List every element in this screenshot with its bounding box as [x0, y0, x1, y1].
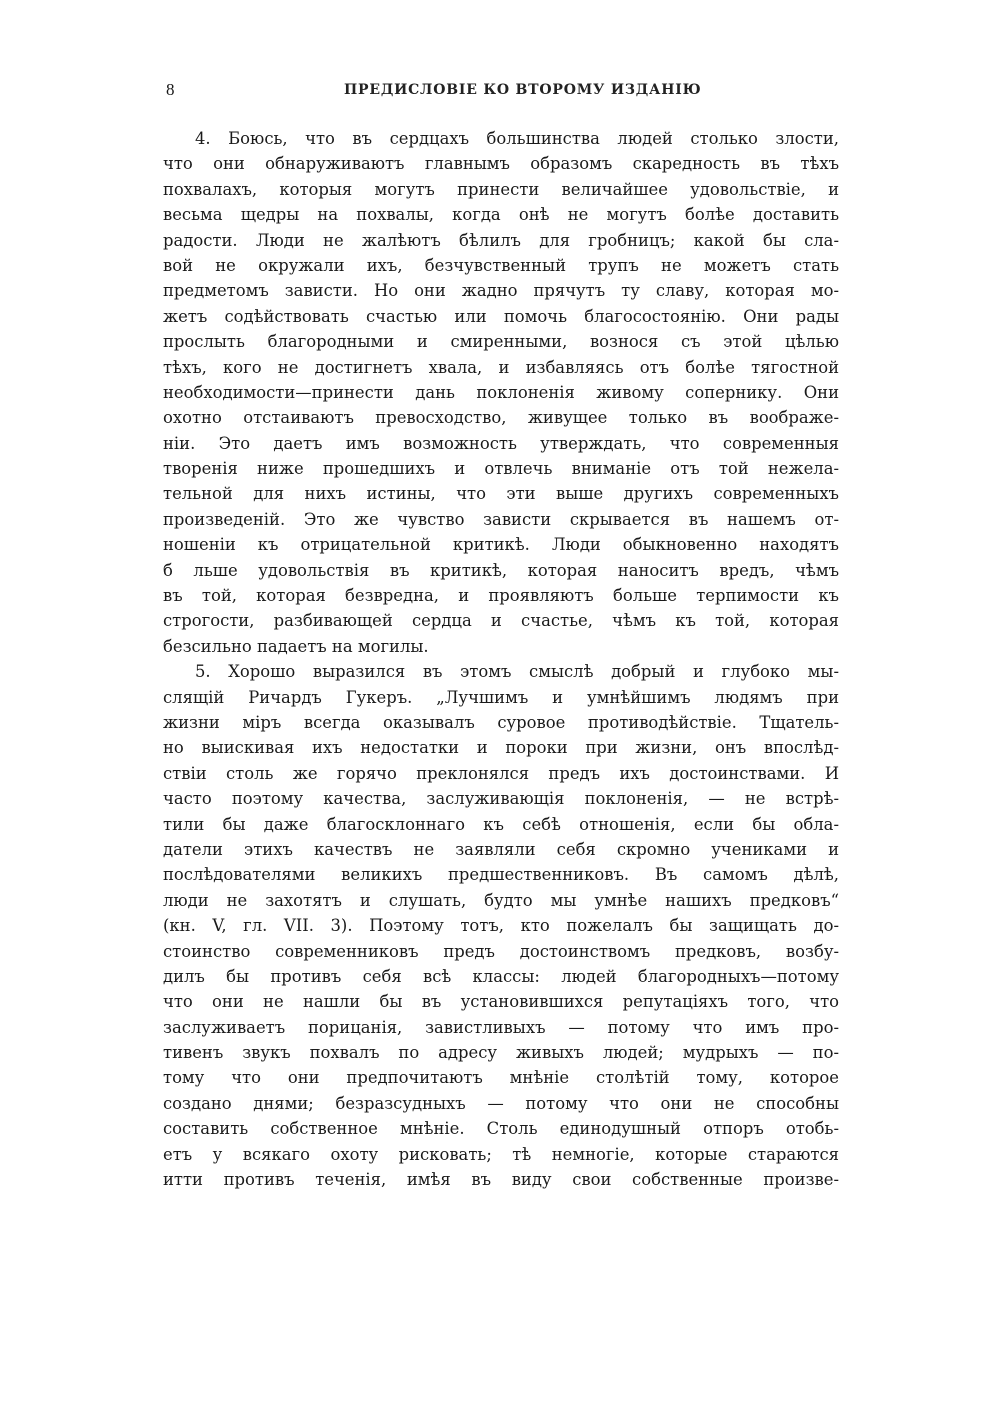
- text-line: ношеніи къ отрицательной критикѣ. Люди обыкновенно находятъ: [163, 535, 839, 555]
- text-line: необходимости—принести дань поклоненія живому сопернику. Они: [163, 382, 839, 402]
- text-line: въ той, которая безвредна, и проявляютъ больше терпимости къ: [163, 586, 839, 606]
- text-line: жизни міръ всегда оказывалъ суровое противодѣйствіе. Тщатель-: [163, 712, 839, 732]
- text-line: ніи. Это даетъ имъ возможность утверждать, что современныя: [163, 433, 839, 453]
- text-line: охотно отстаиваютъ превосходство, живущее только въ воображе-: [163, 408, 839, 428]
- text-line: жетъ содѣйствовать счастью или помочь благосостоянію. Они рады: [163, 306, 839, 326]
- text-line: весьма щедры на похвалы, когда онѣ не могутъ болѣе доставить: [163, 205, 839, 225]
- text-line: (кн. V, гл. VII. 3). Поэтому тотъ, кто пожелалъ бы защищать до-: [163, 916, 839, 936]
- running-title: ПРЕДИСЛОВІЕ КО ВТОРОМУ ИЗДАНІЮ: [344, 82, 702, 98]
- text-line: но выискивая ихъ недостатки и пороки при жизни, онъ впослѣд-: [163, 738, 839, 758]
- text-line: составить собственное мнѣніе. Столь единодушный отпоръ отобь-: [163, 1119, 839, 1139]
- text-line: часто поэтому качества, заслуживающія поклоненія, — не встрѣ-: [163, 789, 839, 809]
- text-line: произведеній. Это же чувство зависти скрывается въ нашемъ от-: [163, 509, 839, 529]
- text-line: радости. Люди не жалѣютъ бѣлилъ для гробницъ; какой бы сла-: [163, 230, 839, 250]
- text-line: дилъ бы противъ себя всѣ классы: людей благородныхъ—потому: [163, 966, 839, 986]
- text-line: тѣхъ, кого не достигнетъ хвала, и избавляясь отъ болѣе тягостной: [163, 357, 839, 377]
- text-line: слящій Ричардъ Гукеръ. „Лучшимъ и умнѣйшимъ людямъ при: [163, 687, 839, 707]
- text-line: создано днями; безразсудныхъ — потому что они не способны: [163, 1093, 839, 1113]
- text-line: безсильно падаетъ на могилы.: [163, 636, 429, 656]
- text-line: люди не захотятъ и слушать, будто мы умнѣе нашихъ предковъ“: [163, 890, 839, 910]
- text-line: строгости, разбивающей сердца и счастье, чѣмъ къ той, которая: [163, 611, 839, 631]
- text-line: тому что они предпочитаютъ мнѣніе столѣтій тому, которое: [163, 1068, 839, 1088]
- text-line: тили бы даже благосклоннаго къ себѣ отношенія, если бы обла-: [163, 814, 839, 834]
- text-line: предметомъ зависти. Но они жадно прячутъ ту славу, которая мо-: [163, 281, 839, 301]
- text-line: тельной для нихъ истины, что эти выше другихъ современныхъ: [163, 484, 839, 504]
- body-text: [163, 126, 839, 1192]
- text-line: 4. Боюсь, что въ сердцахъ большинства людей столько злости,: [195, 129, 839, 148]
- text-line: заслуживаетъ порицанія, завистливыхъ — потому что имъ про-: [163, 1017, 839, 1037]
- page-number: 8: [166, 80, 175, 99]
- text-line: 5. Хорошо выразился въ этомъ смыслѣ добрый и глубоко мы-: [195, 662, 839, 682]
- text-line: похвалахъ, которыя могутъ принести величайшее удовольствіе, и: [163, 179, 839, 199]
- text-line: что они обнаруживаютъ главнымъ образомъ скаредность въ тѣхъ: [163, 154, 839, 174]
- text-line: датели этихъ качествъ не заявляли себя скромно учениками и: [163, 839, 839, 859]
- text-line: тивенъ звукъ похвалъ по адресу живыхъ людей; мудрыхъ — по-: [163, 1043, 839, 1063]
- text-line: творенія ниже прошедшихъ и отвлечь вниманіе отъ той нежела-: [163, 459, 839, 479]
- text-line: что они не нашли бы въ установившихся репутаціяхъ того, что: [163, 992, 839, 1012]
- text-line: стоинство современниковъ предъ достоинствомъ предковъ, возбу-: [163, 941, 839, 961]
- text-line: прослыть благородными и смиренными, вознося съ этой цѣлью: [163, 332, 839, 352]
- text-line: итти противъ теченія, имѣя въ виду свои собственные произве-: [163, 1170, 839, 1190]
- text-line: вой не окружали ихъ, безчувственный трупъ не можетъ стать: [163, 255, 839, 275]
- text-line: б льше удовольствія въ критикѣ, которая наноситъ вредъ, чѣмъ: [163, 560, 839, 580]
- text-line: ствіи столь же горячо преклонялся предъ ихъ достоинствами. И: [163, 763, 839, 783]
- text-line: послѣдователями великихъ предшественниковъ. Въ самомъ дѣлѣ,: [163, 865, 839, 885]
- text-line: етъ у всякаго охоту рисковать; тѣ немногіе, которые стараются: [163, 1144, 839, 1164]
